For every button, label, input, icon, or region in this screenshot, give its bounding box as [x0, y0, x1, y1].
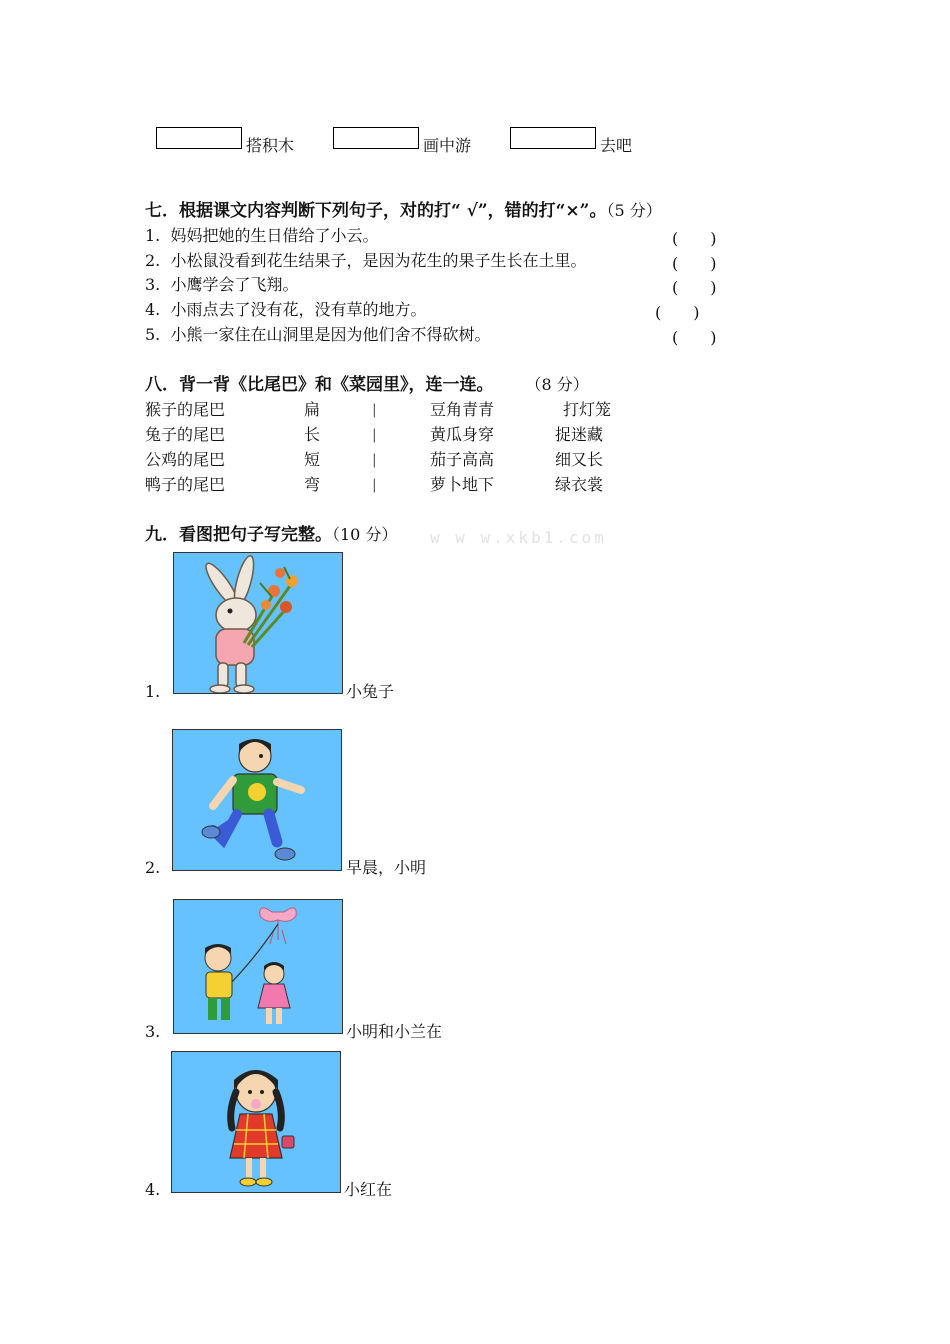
item-text: 小熊一家住在山洞里是因为他们舍不得砍树。 [170, 325, 491, 344]
girl-illustration [172, 1052, 340, 1192]
judge-item-3 [145, 275, 298, 295]
box-label-2: 画中游 [423, 136, 472, 155]
match-a-2: 兔子的尾巴 [145, 425, 226, 444]
picture-girl-brushing-teeth [171, 1051, 341, 1193]
match-c-4: 萝卜地下 [430, 475, 495, 494]
match-c-2: 黄瓜身穿 [430, 425, 495, 444]
judge-item-1 [145, 226, 378, 246]
section9-title-text: 九．看图把句子写完整。 [145, 525, 332, 545]
answer-box-2[interactable] [333, 127, 419, 149]
boy-illustration [173, 730, 341, 870]
picture-kids-flying-kite [173, 899, 343, 1034]
match-b-4: 弯 [304, 475, 321, 494]
match-divider: | [372, 477, 377, 493]
match-divider: | [372, 427, 377, 443]
match-a-4: 鸭子的尾巴 [145, 475, 226, 494]
match-a-1: 猴子的尾巴 [145, 400, 226, 419]
picture-number-1: 1. [145, 682, 161, 701]
kite-illustration [174, 900, 342, 1033]
section8-title [145, 375, 589, 395]
watermark: w w w.xkb1.com [430, 528, 607, 547]
match-d-2: 捉迷藏 [555, 425, 604, 444]
picture-boy-running [172, 729, 342, 871]
sentence-prompt-3[interactable]: 小明和小兰在 [346, 1022, 443, 1041]
answer-paren-3[interactable]: ( ) [672, 278, 717, 297]
section9-title [145, 525, 397, 545]
item-number: 2. [145, 251, 161, 270]
match-divider: | [372, 402, 377, 418]
section7-score: （5 分） [606, 201, 662, 220]
item-text: 小松鼠没看到花生结果子，是因为花生的果子生长在土里。 [170, 251, 587, 270]
judge-item-2 [145, 251, 586, 271]
picture-number-4: 4. [145, 1180, 161, 1199]
item-number: 1. [145, 226, 161, 245]
item-number: 3. [145, 275, 161, 294]
answer-paren-2[interactable]: ( ) [672, 254, 717, 273]
match-d-1: 打灯笼 [563, 400, 612, 419]
answer-paren-4[interactable]: ( ) [655, 303, 700, 322]
section8-title-text: 八．背一背《比尾巴》和《菜园里》，连一连。 [145, 375, 494, 395]
sentence-prompt-4[interactable]: 小红在 [344, 1180, 393, 1199]
section7-title-text: 七．根据课文内容判断下列句子，对的打“ √”，错的打“×”。 [145, 201, 607, 221]
match-b-3: 短 [304, 450, 321, 469]
answer-paren-5[interactable]: ( ) [672, 328, 717, 347]
answer-box-1[interactable] [156, 127, 242, 149]
match-c-3: 茄子高高 [430, 450, 495, 469]
item-number: 4. [145, 300, 161, 319]
sentence-prompt-1[interactable]: 小兔子 [346, 682, 395, 701]
judge-item-4 [145, 300, 426, 320]
answer-box-3[interactable] [510, 127, 596, 149]
section7-title [145, 201, 662, 221]
box-label-1: 搭积木 [246, 136, 295, 155]
picture-rabbit-with-flowers [173, 552, 343, 694]
picture-number-2: 2. [145, 858, 161, 877]
item-number: 5. [145, 325, 161, 344]
match-d-4: 绿衣裳 [555, 475, 604, 494]
rabbit-illustration [174, 553, 342, 693]
match-divider: | [372, 452, 377, 468]
item-text: 妈妈把她的生日借给了小云。 [170, 226, 379, 245]
sentence-prompt-2[interactable]: 早晨，小明 [346, 858, 427, 877]
item-text: 小鹰学会了飞翔。 [170, 275, 299, 294]
match-a-3: 公鸡的尾巴 [145, 450, 226, 469]
match-c-1: 豆角青青 [430, 400, 495, 419]
match-d-3: 细又长 [555, 450, 604, 469]
match-b-2: 长 [304, 425, 321, 444]
item-text: 小雨点去了没有花，没有草的地方。 [170, 300, 427, 319]
section9-score: （10 分） [332, 525, 398, 544]
box-label-3: 去吧 [600, 136, 633, 155]
judge-item-5 [145, 325, 490, 345]
picture-number-3: 3. [145, 1022, 161, 1041]
answer-paren-1[interactable]: ( ) [672, 229, 717, 248]
section8-score: （8 分） [533, 375, 589, 394]
match-b-1: 扁 [304, 400, 321, 419]
